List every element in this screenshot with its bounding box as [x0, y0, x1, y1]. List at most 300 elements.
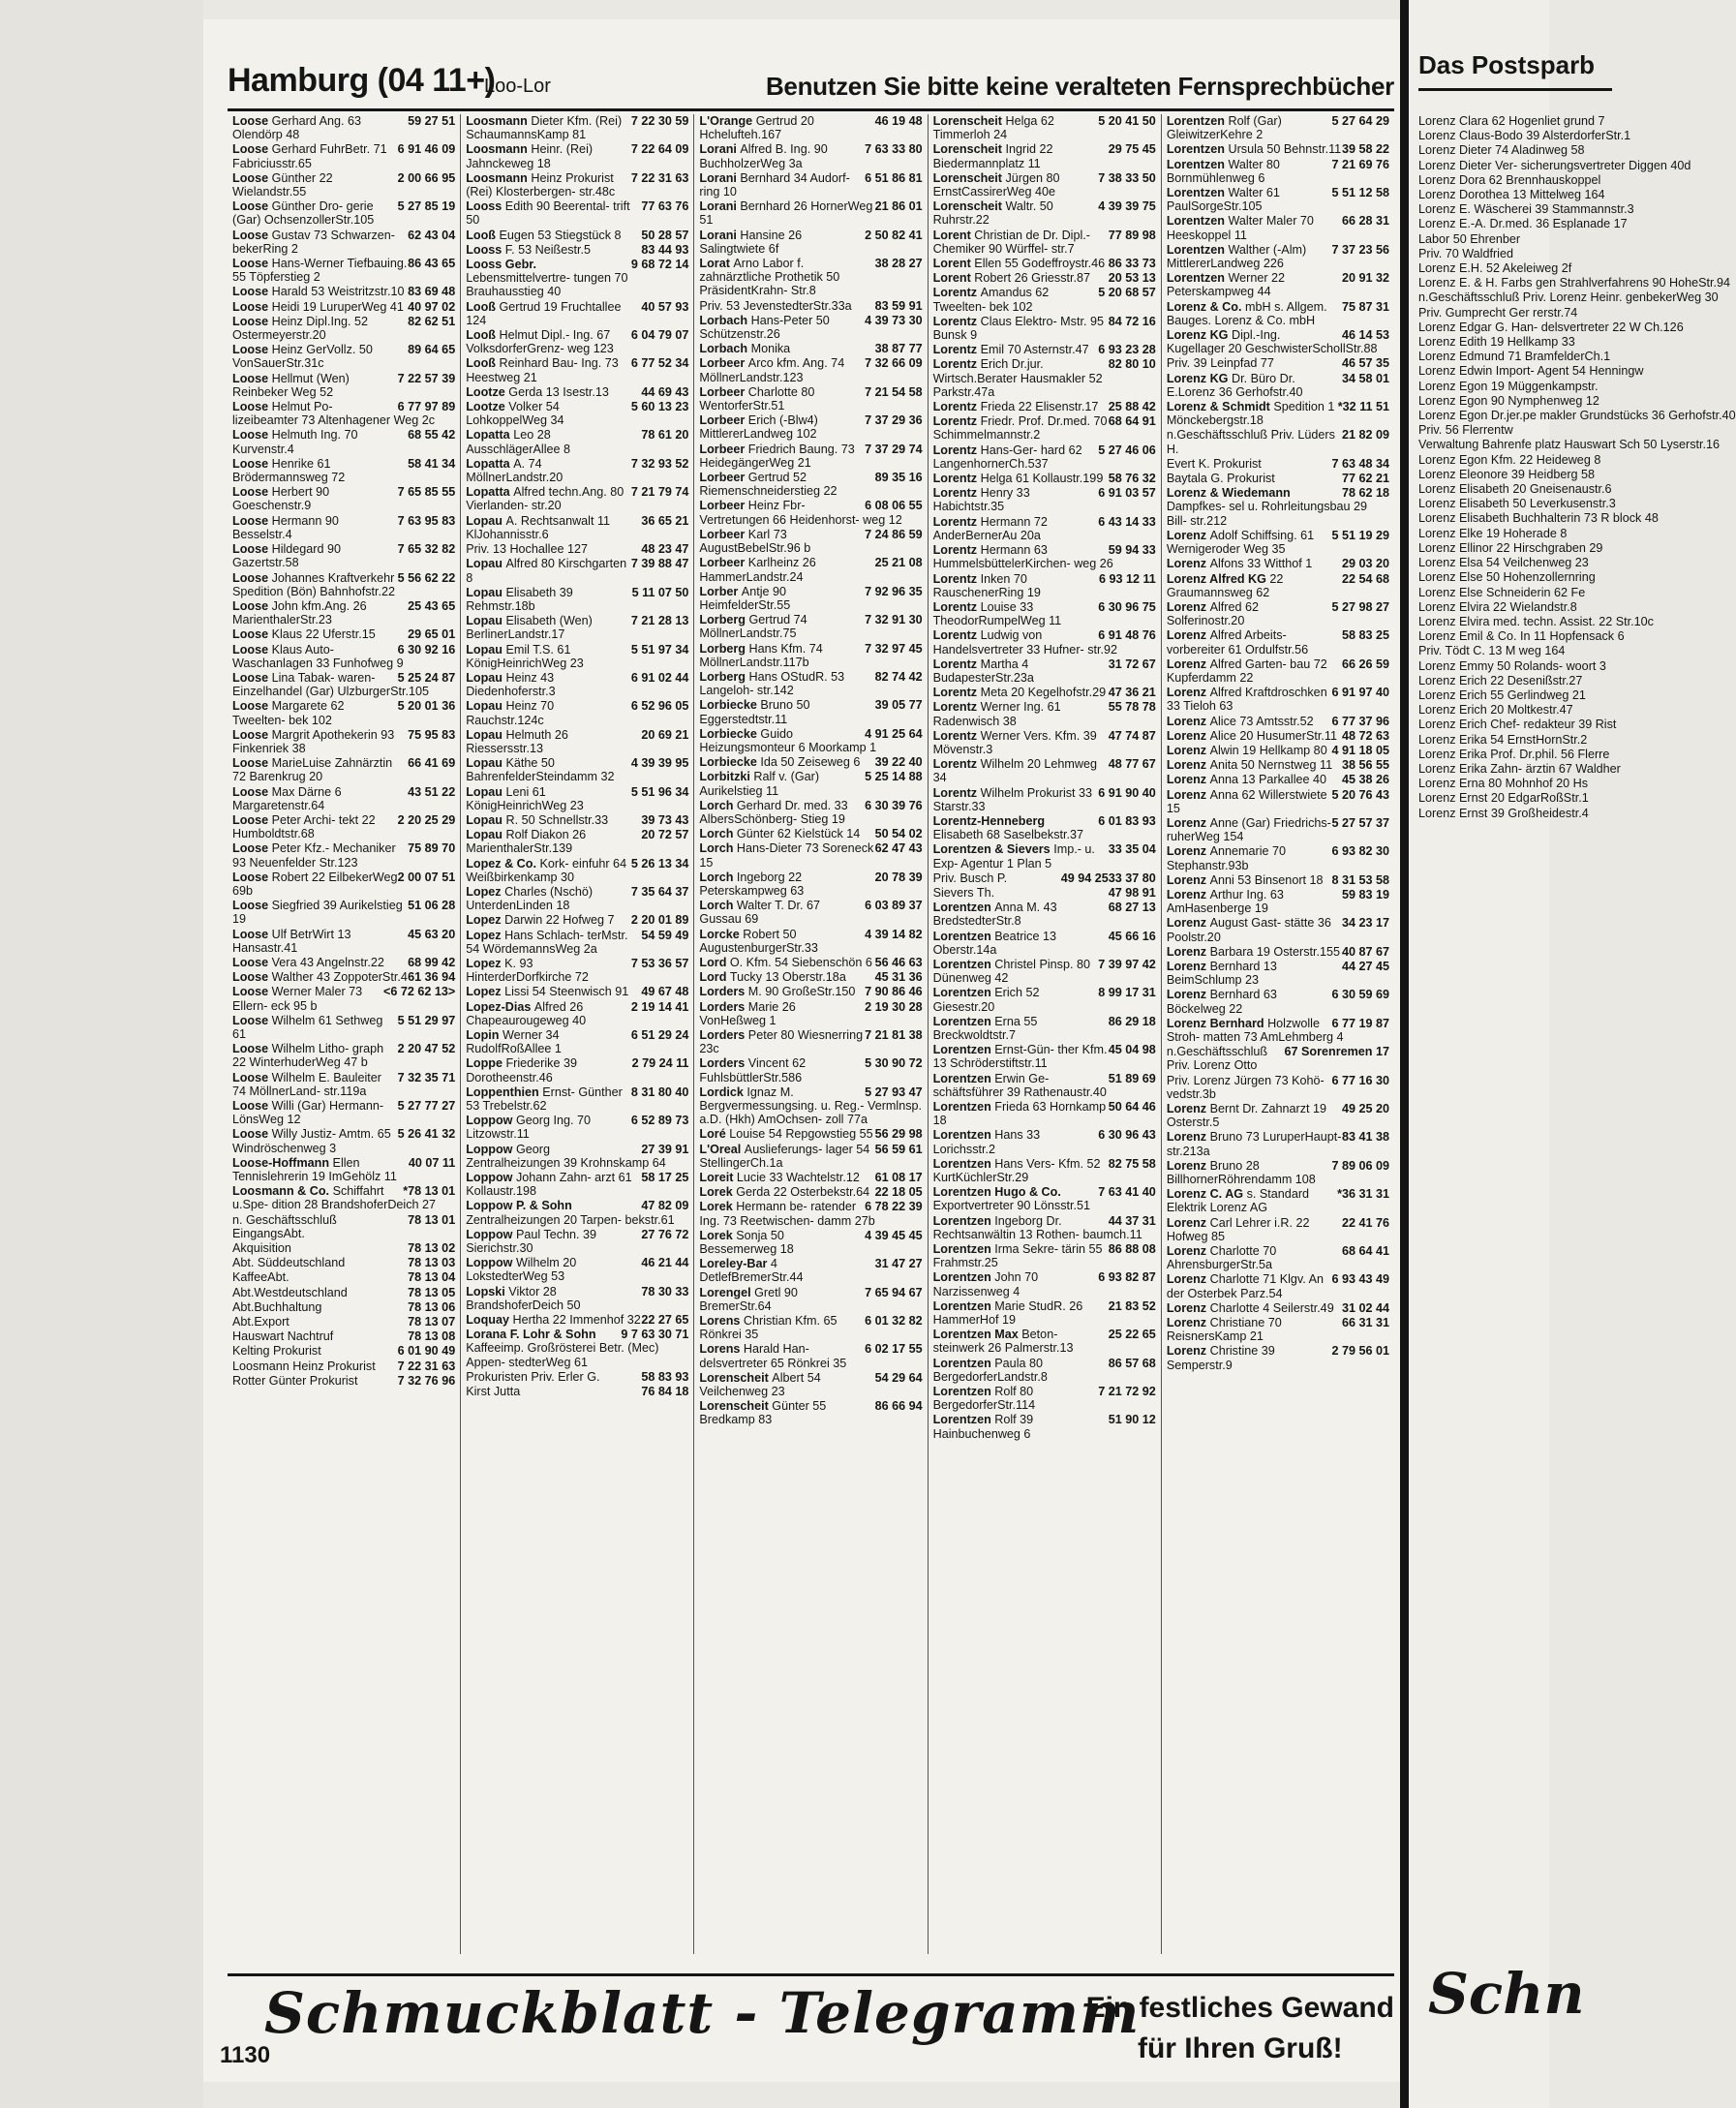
phone-number: 20 53 13 — [1108, 271, 1156, 286]
entry-details: Ellen 55 Godeffroystr.46 — [974, 257, 1106, 271]
entry-details: Erich Dr.jur. Wirtsch.Berater Hausmakler 52 Parkstr.47a — [932, 357, 1103, 399]
phone-number: 76 84 18 — [641, 1385, 689, 1399]
entry-name: Lorbach — [699, 313, 751, 327]
directory-entry — [699, 1286, 922, 1313]
phone-number: 78 30 33 — [641, 1284, 689, 1298]
entry-name: Lordick — [699, 1085, 747, 1099]
entry-details: Rolf (Gar) GleiwitzerKehre 2 — [1166, 114, 1282, 142]
phone-number: 44 37 31 — [1108, 1213, 1156, 1228]
directory-entry — [1167, 114, 1389, 141]
entry-details: Lucie 33 Wachtelstr.12 — [736, 1171, 860, 1185]
entry-details: Walter 80 Bornmühlenweg 6 — [1166, 157, 1280, 185]
entry-name: Loose — [232, 598, 272, 613]
entry-details: Christiane 70 ReisnersKamp 21 — [1166, 1316, 1282, 1344]
directory-entry — [699, 1399, 922, 1426]
directory-entry — [933, 1270, 1156, 1298]
entry-details: John kfm.Ang. 26 MarienthalerStr.23 — [232, 598, 367, 627]
phone-number: 7 22 57 39 — [397, 371, 456, 385]
entry-name: Lorani — [699, 170, 741, 185]
entry-details: Erna 55 Breckwoldtstr.7 — [932, 1014, 1038, 1042]
entry-name: Lopau — [466, 828, 506, 842]
directory-entry — [1167, 158, 1389, 185]
directory-entry — [699, 314, 922, 341]
phone-number: 5 51 19 29 — [1331, 528, 1390, 542]
entry-details: Alice 20 HusumerStr.11 — [1209, 728, 1337, 743]
directory-entry — [699, 899, 922, 926]
directory-entry — [466, 1056, 688, 1084]
phone-number: 8 99 17 31 — [1098, 986, 1156, 1000]
next-page-entry: Lorenz Erika 54 ErnstHornStr.2 — [1418, 732, 1588, 747]
entry-name: Lorenz — [1166, 528, 1210, 542]
entry-details: Gertrud 52 Riemenschneiderstieg 22 — [699, 471, 838, 499]
entry-name: Loose-Hoffmann — [232, 1155, 333, 1170]
directory-entry — [232, 1241, 455, 1255]
entry-name: Loppow — [466, 1142, 516, 1156]
entry-details: Werner 22 Peterskampweg 44 — [1166, 271, 1286, 299]
directory-entry — [466, 857, 688, 884]
entry-details: Alfred 80 Kirschgarten 8 — [466, 557, 627, 585]
entry-details: Vincent 62 FuhlsbüttlerStr.586 — [699, 1056, 807, 1085]
directory-entry — [699, 1185, 922, 1199]
entry-details: Alfred Garten- bau 72 Kupferdamm 22 — [1166, 657, 1327, 685]
directory-entry — [933, 486, 1156, 513]
phone-number: 78 13 01 — [408, 1212, 456, 1227]
directory-entry — [699, 1200, 922, 1227]
directory-entry — [1167, 557, 1389, 570]
entry-details: Christian Kfm. 65 Rönkrei 35 — [699, 1314, 838, 1342]
phone-number: 66 41 69 — [408, 756, 456, 771]
entry-details: Heinz Prokurist (Rei) Klosterbergen- str.48c — [466, 170, 616, 199]
phone-number: 49 67 48 — [641, 985, 689, 999]
entry-details: Gretl 90 BremerStr.64 — [699, 1285, 798, 1313]
phone-number: 29 75 45 — [1108, 142, 1156, 157]
phone-number: 83 41 38 — [1341, 1130, 1390, 1145]
directory-entry — [232, 785, 455, 812]
phone-number: 56 29 98 — [874, 1127, 923, 1142]
entry-name: Lorentzen — [932, 1156, 995, 1171]
entry-name: Lopau — [466, 784, 506, 799]
entry-name: Loose — [232, 812, 272, 827]
entry-details: Wilhelm Litho- graph 22 WinterhuderWeg 47 b — [232, 1042, 384, 1070]
next-page-entry: Lorenz Else 50 Hohenzollernring — [1418, 570, 1596, 585]
directory-entry — [933, 814, 1156, 841]
entry-details: Priv. 13 Hochallee 127 — [466, 542, 588, 557]
entry-details: Sievers Th. — [932, 885, 995, 900]
entry-name: Loose — [232, 899, 272, 913]
directory-entry — [466, 514, 688, 541]
entry-details: n. Geschäftsschluß EingangsAbt. — [232, 1212, 337, 1240]
phone-number: 83 59 91 — [874, 298, 923, 313]
phone-number: 7 21 69 76 — [1331, 157, 1390, 171]
directory-entry — [1167, 300, 1389, 327]
phone-number: 20 72 57 — [641, 828, 689, 842]
phone-number: 5 56 62 22 — [397, 570, 456, 585]
entry-details: Heinz 43 Diedenhoferstr.3 — [466, 670, 556, 699]
directory-entry — [232, 1270, 455, 1284]
phone-number: 27 76 72 — [641, 1227, 689, 1241]
phone-number: 6 77 52 34 — [630, 356, 689, 371]
phone-number: 6 30 92 16 — [397, 642, 456, 657]
directory-entry — [933, 729, 1156, 756]
phone-number: 7 90 86 46 — [865, 985, 923, 999]
next-page-entry: Lorenz Emil & Co. In 11 Hopfensack 6 — [1418, 629, 1625, 644]
entry-details: Rolf 80 BergedorferStr.114 — [932, 1385, 1036, 1413]
phone-number: 40 57 93 — [641, 299, 689, 314]
phone-number: 39 58 22 — [1341, 142, 1390, 157]
entry-details: Klaus Auto- Waschanlagen 33 Funhofweg 9 — [232, 642, 404, 670]
directory-entry — [933, 443, 1156, 471]
entry-name: Lopau — [466, 585, 506, 599]
entry-name: Lorenscheit — [699, 1399, 773, 1414]
entry-name: Lorenz — [1166, 557, 1210, 571]
phone-number: 7 63 33 80 — [865, 142, 923, 157]
entry-name: Loose — [232, 927, 272, 941]
next-page-list — [1418, 114, 1736, 821]
phone-number: 7 39 88 47 — [630, 557, 689, 571]
phone-number: 31 02 44 — [1341, 1300, 1390, 1315]
next-page-entry: Lorenz Erika Prof. Dr.phil. 56 Flerre — [1418, 747, 1610, 761]
entry-details: John 70 Narzissenweg 4 — [932, 1270, 1039, 1298]
entry-name: L'Orange — [699, 114, 756, 128]
entry-name: Lopatta — [466, 456, 514, 471]
directory-entry — [933, 628, 1156, 656]
directory-entry — [232, 343, 455, 370]
entry-details: Zentralheizungen 20 Tarpen- bekstr.61 — [466, 1212, 675, 1227]
phone-number: 33 35 04 — [1108, 842, 1156, 857]
directory-entry — [699, 841, 922, 869]
phone-number: 44 69 43 — [641, 384, 689, 399]
directory-entry — [699, 727, 922, 754]
entry-details: Margarete 62 Tweelten- bek 102 — [232, 699, 345, 727]
directory-entry — [699, 1314, 922, 1341]
entry-details: Alfred 62 Solferinostr.20 — [1166, 599, 1259, 628]
entry-details: Charlotte 80 WentorferStr.51 — [699, 384, 815, 413]
entry-name: Loose — [232, 114, 272, 128]
phone-number: 78 13 06 — [408, 1299, 456, 1314]
phone-number: 7 89 06 09 — [1331, 1158, 1390, 1173]
entry-details: Gerhard Dr. med. 33 AlbersSchönberg- Stieg 19 — [699, 798, 848, 826]
next-page-entry: Lorenz Egon Dr.jer.pe makler Grundstücks 36 Gerhofstr.40 — [1418, 409, 1736, 423]
entry-details: Harald Han- delsvertreter 65 Rönkrei 35 — [699, 1342, 847, 1370]
phone-number: 48 23 47 — [641, 542, 689, 557]
entry-name: Lopau — [466, 756, 506, 771]
entry-details: Helga 61 Kollaustr.199 — [980, 472, 1104, 486]
entry-name: Lorenscheit — [932, 142, 1006, 157]
next-page-entry: Lorenz Ellinor 22 Hirschgraben 29 — [1418, 540, 1603, 555]
directory-entry — [1167, 428, 1389, 455]
entry-name: Loose — [232, 699, 272, 714]
entry-name: Lorentz — [932, 628, 981, 643]
entry-name: Lorens — [699, 1342, 744, 1357]
phone-number: 7 65 85 55 — [397, 485, 456, 500]
entry-details: Ernst- Günther 53 Trebelstr.62 — [466, 1085, 623, 1114]
entry-name: Loquay — [466, 1313, 513, 1328]
entry-details: Walter T. Dr. 67 Gussau 69 — [699, 899, 820, 927]
phone-number: 7 65 94 67 — [865, 1285, 923, 1299]
phone-number: 67 Sorenremen 17 — [1284, 1045, 1390, 1059]
entry-name: Lorentzen — [932, 1014, 995, 1028]
directory-entry — [232, 899, 455, 926]
phone-number: 7 21 54 58 — [865, 384, 923, 399]
phone-number: 6 77 97 89 — [397, 400, 456, 414]
phone-number: 5 27 93 47 — [865, 1085, 923, 1099]
phone-number: 2 20 47 52 — [397, 1042, 456, 1056]
directory-entry — [699, 1085, 922, 1127]
entry-name: Lorent — [932, 228, 975, 242]
entry-details: Reinhard Bau- Ing. 73 Heestweg 21 — [466, 356, 619, 384]
directory-entry — [933, 1214, 1156, 1241]
entry-name: Lorentzen — [932, 1071, 995, 1085]
phone-number: 7 65 32 82 — [397, 542, 456, 557]
entry-details: Claus Elektro- Mstr. 95 Bunsk 9 — [932, 314, 1104, 343]
directory-entry — [466, 243, 688, 257]
phone-number: 39 22 40 — [874, 755, 923, 770]
phone-number: *32 11 51 — [1337, 400, 1390, 414]
entry-details: mbH s. Allgem. Bauges. Lorenz & Co. mbH — [1166, 299, 1327, 327]
entry-details: Werner Maler 73 Ellern- eck 95 b — [232, 985, 363, 1013]
entry-details: Charlotte 70 AhrensburgerStr.5a — [1166, 1244, 1277, 1272]
entry-name: Lorenz KG — [1166, 328, 1232, 343]
directory-entry — [1167, 816, 1389, 843]
entry-name: Lorentz — [932, 414, 981, 429]
directory-entry — [232, 671, 455, 698]
directory-entry — [232, 699, 455, 726]
entry-name: Lorenz — [1166, 743, 1210, 757]
entry-details: Käthe 50 BahrenfelderSteindamm 32 — [466, 756, 615, 784]
entry-details: Gerhard FuhrBetr. 71 Fabriciusstr.65 — [232, 142, 387, 170]
directory-entry — [933, 1385, 1156, 1412]
directory-entry — [232, 114, 455, 141]
entry-details: Hermann 63 HummelsbüttelerKirchen- weg 26 — [932, 543, 1113, 571]
phone-number: 7 32 93 52 — [630, 456, 689, 471]
entry-details: Martha 4 BudapesterStr.23a — [932, 657, 1034, 685]
phone-number: 6 78 22 39 — [865, 1200, 923, 1214]
next-page-entry: Lorenz Elsa 54 Veilchenweg 23 — [1418, 556, 1589, 570]
phone-number: 7 21 72 92 — [1098, 1385, 1156, 1399]
phone-number: 7 92 96 35 — [865, 584, 923, 598]
entry-name: Lorenz Alfred KG — [1166, 571, 1270, 586]
directory-entry — [933, 901, 1156, 928]
next-page-strip — [1409, 0, 1736, 2108]
entry-name: Lopin — [466, 1028, 503, 1042]
entry-name: Loosmann — [466, 114, 532, 128]
entry-details: Darwin 22 Hofweg 7 — [504, 913, 615, 928]
entry-details: Hildegard 90 Gazertstr.58 — [232, 542, 342, 570]
phone-number: 7 24 86 59 — [865, 527, 923, 541]
directory-entry — [699, 1257, 922, 1284]
phone-number: 82 62 51 — [408, 314, 456, 328]
phone-number: 9 7 63 30 71 — [621, 1328, 689, 1342]
entry-name: Lorcke — [699, 927, 744, 941]
phone-number: 2 00 66 95 — [397, 170, 456, 185]
entry-details: Prokuristen Priv. Erler G. — [466, 1369, 600, 1384]
phone-number: 6 52 89 73 — [630, 1114, 689, 1128]
entry-details: Helmuth 26 Riessersstr.13 — [466, 727, 568, 755]
entry-name: Loose — [232, 542, 272, 557]
entry-name: Loreit — [699, 1171, 737, 1185]
entry-details: Rotter Günter Prokurist — [232, 1373, 358, 1388]
entry-name: Lorentzen — [932, 1356, 995, 1370]
phone-number: 7 63 41 40 — [1098, 1185, 1156, 1200]
entry-name: Lopez — [466, 985, 505, 999]
entry-details: Hertha 22 Immenhof 32 — [512, 1313, 641, 1328]
entry-details: Meta 20 Kegelhofstr.29 — [980, 686, 1107, 700]
phone-number: 61 08 17 — [874, 1171, 923, 1185]
entry-details: Alwin 19 Hellkamp 80 — [1209, 743, 1327, 757]
phone-number: 59 27 51 — [408, 114, 456, 128]
entry-details: Robert 22 EilbekerWeg 69b — [232, 870, 398, 898]
phone-number: 66 31 31 — [1341, 1316, 1390, 1330]
directory-entry — [466, 428, 688, 455]
phone-number: 8 31 53 58 — [1331, 872, 1390, 887]
entry-details: Beton- steinwerk 26 Palmerstr.13 — [932, 1328, 1074, 1356]
entry-name: Lorentzen — [932, 1128, 995, 1143]
phone-number: 21 86 01 — [874, 199, 923, 214]
next-page-entry: Lorenz Egon 19 Müggenkampstr. — [1418, 379, 1599, 393]
entry-details: Barbara 19 Osterstr.155 — [1209, 944, 1340, 959]
phone-number: 5 20 68 57 — [1098, 286, 1156, 300]
entry-details: Baytala G. Prokurist — [1166, 472, 1275, 486]
phone-number: 78 13 05 — [408, 1285, 456, 1299]
entry-details: MarieLuise Zahnärztin 72 Barenkrug 20 — [232, 756, 393, 784]
entry-name: Lootze — [466, 384, 509, 399]
entry-details: Emil T.S. 61 KönigHeinrichWeg 23 — [466, 642, 584, 670]
directory-entry — [1167, 916, 1389, 943]
next-page-entry: Lorenz Egon Kfm. 22 Heideweg 8 — [1418, 452, 1601, 467]
next-page-entry: Lorenz Dieter Ver- sicherungsvertreter Diggen 40d — [1418, 158, 1691, 172]
directory-entry — [466, 557, 688, 584]
directory-entry — [933, 1242, 1156, 1269]
entry-details: Alfons 33 Witthof 1 — [1209, 557, 1313, 571]
phone-number: 5 25 24 87 — [397, 670, 456, 685]
directory-entry — [699, 827, 922, 840]
next-page-entry: n.Geschäftsschluß Priv. Lorenz Heinr. genbekerWeg 30 — [1418, 290, 1719, 305]
entry-name: Lorders — [699, 999, 748, 1014]
phone-number: 7 22 31 63 — [630, 170, 689, 185]
directory-entry — [466, 1328, 688, 1369]
directory-entry — [232, 514, 455, 541]
phone-number: 89 35 16 — [874, 471, 923, 485]
directory-entry — [232, 1184, 455, 1211]
entry-name: Looß — [466, 356, 500, 371]
entry-name: Lorentz — [932, 700, 981, 715]
entry-details: Frieda 63 Hornkamp 18 — [932, 1100, 1107, 1128]
phone-number: 6 93 12 11 — [1098, 571, 1156, 586]
column-4 — [929, 114, 1162, 1954]
entry-name: Lorentz — [932, 785, 981, 800]
entry-name: Lorentz — [932, 314, 981, 328]
phone-number: 48 77 67 — [1108, 757, 1156, 772]
phone-number: 66 26 59 — [1341, 657, 1390, 671]
entry-details: R. 50 Schnellstr.33 — [505, 812, 609, 827]
phone-number: 2 00 07 51 — [397, 870, 456, 884]
directory-entry — [466, 485, 688, 512]
entry-name: Loose — [232, 199, 272, 214]
directory-entry — [1167, 873, 1389, 887]
entry-details: Tucky 13 Oberstr.18a — [729, 970, 846, 985]
entry-details: Erwin Ge- schäftsführer 39 Rathenaustr.40 — [932, 1071, 1107, 1099]
entry-details: Kork- einfuhr 64 Weißbirkenkamp 30 — [466, 856, 627, 884]
entry-name: Lorenz — [1166, 657, 1210, 671]
phone-number: 77 62 21 — [1341, 472, 1390, 486]
entry-name: Lorani — [699, 228, 741, 242]
entry-name: Loose — [232, 170, 272, 185]
entry-name: Loose — [232, 400, 272, 414]
directory-entry — [466, 985, 688, 998]
entry-details: Amandus 62 Tweelten- bek 102 — [932, 286, 1050, 314]
directory-entry — [699, 528, 922, 555]
entry-details: Alice 73 Amtsstr.52 — [1209, 714, 1314, 728]
directory-entry — [933, 786, 1156, 813]
entry-details: Lebensmittelvertre- tungen 70 Brauhausstieg 40 — [466, 271, 628, 299]
entry-name: Loose — [232, 841, 272, 856]
entry-name: Lorenz — [1166, 1316, 1210, 1330]
directory-entry — [933, 286, 1156, 313]
phone-number: 82 75 58 — [1108, 1156, 1156, 1171]
entry-details: Vera 43 Angelnstr.22 — [271, 955, 384, 969]
entry-details: Leo 28 AusschlägerAllee 8 — [466, 428, 571, 456]
directory-entry — [466, 913, 688, 927]
directory-entry — [699, 698, 922, 725]
phone-number: 49 25 20 — [1341, 1102, 1390, 1116]
entry-name: Lorentzen — [932, 1385, 995, 1399]
entry-details: Abt. Süddeutschland — [232, 1256, 346, 1270]
entry-details: Abt.Buchhaltung — [232, 1299, 322, 1314]
phone-number: 78 61 20 — [641, 428, 689, 443]
directory-entry — [1167, 186, 1389, 213]
entry-details: Christel Pinsp. 80 Dünenweg 42 — [932, 957, 1090, 986]
directory-entry — [466, 1000, 688, 1027]
directory-entry — [232, 300, 455, 314]
entry-name: Loose — [232, 870, 272, 884]
entry-name: Lorbeer — [699, 384, 748, 399]
directory-entry — [1167, 472, 1389, 485]
next-page-entry: Lorenz Erich Chef- redakteur 39 Rist — [1418, 718, 1617, 732]
entry-name: Lorenz — [1166, 916, 1210, 931]
phone-number: 58 41 34 — [408, 456, 456, 471]
entry-details: Margrit Apothekerin 93 Finkenriek 38 — [232, 727, 395, 755]
phone-number: 33 37 80 — [1108, 871, 1156, 885]
entry-details: Ingeborg 22 Peterskampweg 63 — [699, 870, 805, 898]
entry-details: Emil 70 Asternstr.47 — [980, 343, 1089, 357]
directory-entry — [232, 199, 455, 227]
entry-name: Lorbitzki — [699, 770, 754, 784]
directory-entry — [699, 356, 922, 383]
entry-name: Lorentzen — [1166, 114, 1229, 128]
phone-number: 25 22 65 — [1108, 1328, 1156, 1342]
entry-details: Sonja 50 Bessemerweg 18 — [699, 1228, 794, 1257]
directory-entry — [466, 457, 688, 484]
entry-name: Loose — [232, 784, 272, 799]
directory-entry — [933, 986, 1156, 1013]
phone-number: 7 37 23 56 — [1331, 242, 1390, 257]
phone-number: 25 88 42 — [1108, 400, 1156, 414]
entry-details: Akquisition — [232, 1241, 291, 1256]
directory-entry — [1167, 773, 1389, 786]
directory-entry — [1167, 457, 1389, 471]
entry-name: Lorenz — [1166, 1130, 1210, 1145]
directory-entry — [466, 142, 688, 169]
entry-name: Lorenz — [1166, 1272, 1210, 1287]
entry-details: Heinr. (Rei) Jahnckeweg 18 — [466, 142, 594, 170]
entry-details: Arno Labor f. zahnärztliche Prothetik 50 PräsidentKrahn- Str.8 — [699, 257, 840, 298]
entry-details: Robert 50 AugustenburgerStr.33 — [699, 927, 818, 955]
entry-details: Wilhelm 20 Lehmweg 34 — [932, 757, 1097, 785]
entry-details: Heinz Dipl.Ing. 52 Ostermeyerstr.20 — [232, 314, 368, 343]
entry-details: Exportvertreter 90 Lönsstr.51 — [932, 1199, 1091, 1213]
directory-entry — [933, 1072, 1156, 1099]
directory-entry — [699, 1342, 922, 1369]
